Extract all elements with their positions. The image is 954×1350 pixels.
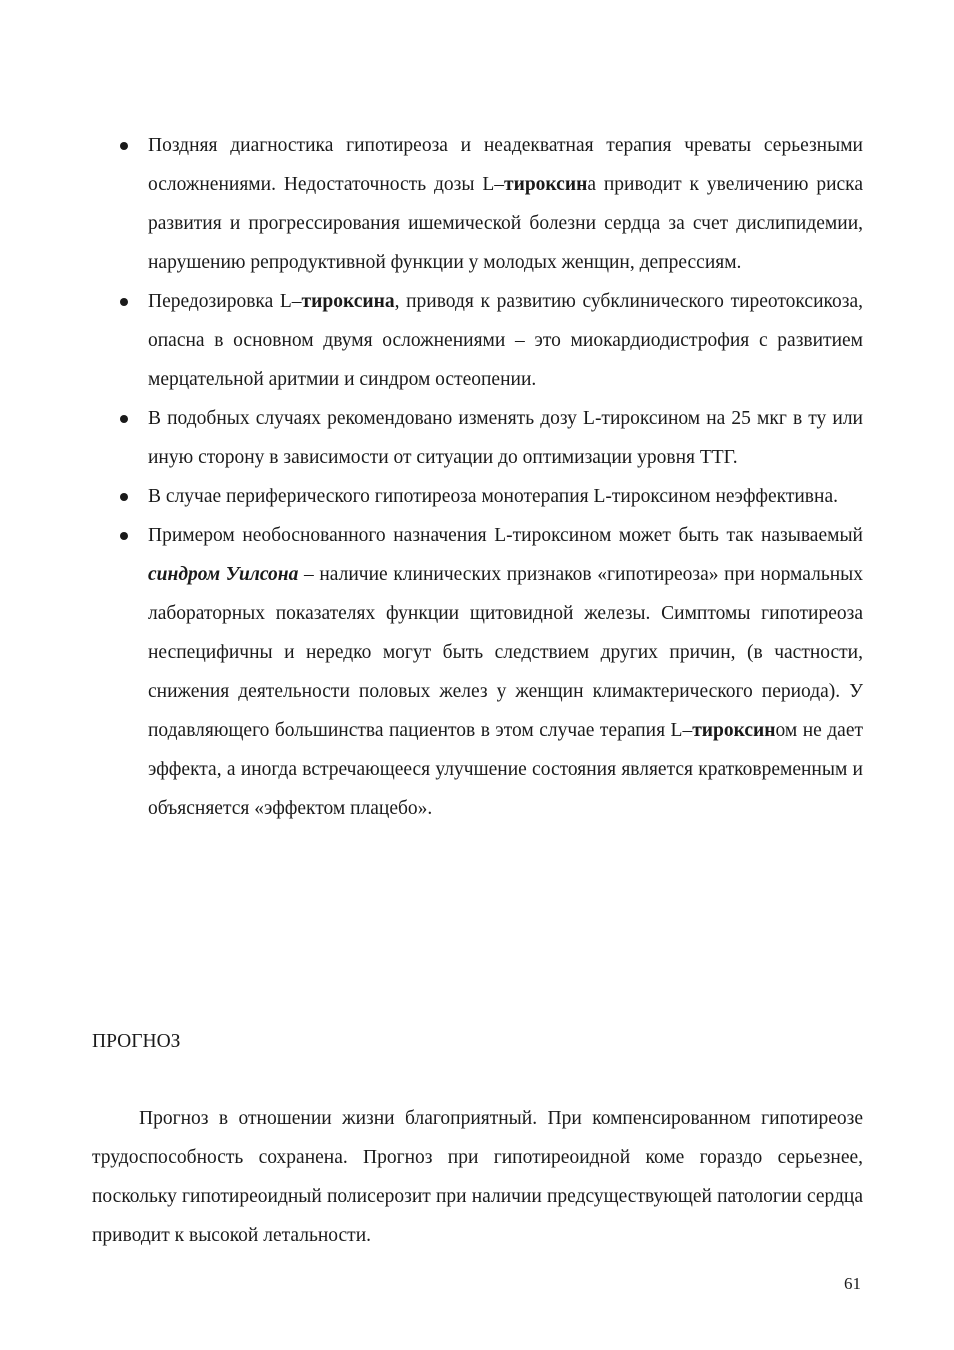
bullet-text: а приводит к увеличению риска развития и прогрессирования ишемической болезни сердца за счет дислипидемии, нарушению репродуктивной функции у молодых женщин, депрессиям. — [148, 174, 863, 273]
page-number: 61 — [844, 1274, 861, 1293]
bullet-text: , приводя к развитию субклинического тиреотоксикоза, опасна в основном двумя осложнениями – это миокардиодистрофия с развитием мерцательной аритмии и синдром остеопении. — [148, 291, 863, 390]
bullet-text: Примером необоснованного назначения L-тироксином может быть так называемый — [148, 525, 863, 546]
bullet-list — [92, 126, 863, 828]
bold-term: тироксин — [504, 174, 588, 195]
bullet-dot-icon — [120, 493, 128, 501]
bullet-dot-icon — [120, 298, 128, 306]
bullet-text: В подобных случаях рекомендовано изменять дозу L-тироксином на 25 мкг в ту или иную сторону в зависимости от ситуации до оптимизации уровня ТТГ. — [148, 408, 863, 468]
bullet-item-overdose — [92, 282, 863, 399]
bullet-item-peripheral — [92, 477, 863, 516]
bullet-text: В случае периферического гипотиреоза монотерапия L-тироксином неэффективна. — [148, 486, 838, 507]
bullet-text: ом не дает эффекта, а иногда встречающееся улучшение состояния является кратковременным и объясняется «эффектом плацебо». — [148, 720, 864, 819]
bullet-text: Передозировка L– — [148, 291, 302, 312]
bold-term: тироксина — [301, 291, 395, 312]
bullet-item-late-diagnosis — [92, 126, 863, 282]
bold-term: тироксин — [692, 720, 776, 741]
section-heading: ПРОГНОЗ — [92, 1031, 181, 1052]
bullet-item-wilson-syndrome — [92, 516, 863, 828]
prognosis-paragraph: Прогноз в отношении жизни благоприятный. При компенсированном гипотиреозе трудоспособность сохранена. Прогноз при гипотиреоидной коме гораздо серьезнее, поскольку гипотиреоидный полисерозит при наличии предсуществующей патологии сердца приводит к высокой летальности. — [92, 1108, 863, 1246]
bullet-dot-icon — [120, 415, 128, 423]
bullet-text: Поздняя диагностика гипотиреоза и неадекватная терапия чреваты серьезными осложнениями. Недостаточность дозы L– — [148, 135, 863, 195]
bullet-text: – наличие клинических признаков «гипотиреоза» при нормальных лабораторных показателях функции щитовидной железы. Симптомы гипотиреоза неспецифичны и нередко могут быть следствием других причин, (в частности, снижения деятельности половых желез у женщин климактерического периода). У подавляющего большинства пациентов в этом случае терапия L– — [148, 564, 863, 741]
wilson-syndrome-term: синдром Уилсона — [148, 564, 299, 585]
bullet-dot-icon — [120, 142, 128, 150]
bullet-item-dose-adjustment — [92, 399, 863, 477]
bullet-dot-icon — [120, 532, 128, 540]
